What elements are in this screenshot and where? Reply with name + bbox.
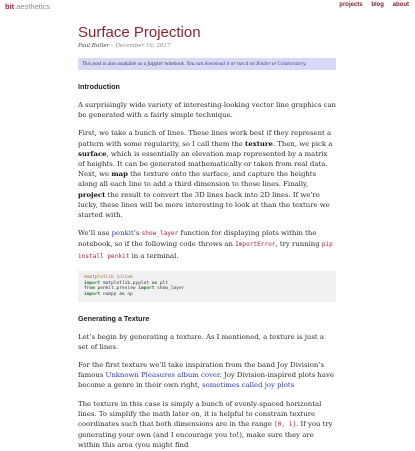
code-line-2-end: plt (157, 280, 169, 286)
p3-text-b: ’s (133, 229, 142, 238)
p3-text-e: in a terminal. (129, 251, 179, 260)
code-block (78, 271, 336, 302)
p2-text-b: . Then, we pick a (272, 139, 333, 148)
texture-paragraph-3 (78, 399, 336, 451)
code-kw-from: from (84, 286, 95, 292)
term-map: map (111, 170, 128, 179)
code-kw-import-1: import (84, 280, 101, 286)
p2-text-a: First, we take a bunch of lines. These lines work best if they represent a pattern with some regularity, so I call them the (78, 129, 332, 148)
p3-text-a: We’ll use (78, 229, 112, 238)
main-nav (332, 2, 409, 8)
term-surface: surface (78, 149, 107, 158)
p2-text-c: , which is essentially an elevation map represented by a matrix of heights. It can be generated mathematically or taken from real data. Next, we (78, 149, 328, 179)
p5-text-a: For the first texture we’ll take inspiration from the band Joy Division’s famous (78, 361, 325, 380)
term-project: project (78, 190, 106, 199)
author-name: Paul Butler (78, 43, 110, 49)
p5-text-b: . Joy Division-inspired plots have become a genre in their own right, (78, 371, 334, 390)
nav-projects[interactable]: projects (339, 2, 363, 8)
code-line-3: penkit.preview (94, 286, 139, 292)
site-brand[interactable] (5, 2, 50, 11)
code-line-4-end: np (124, 291, 133, 297)
brand-rest: aesthetics (14, 2, 51, 11)
p2-text-d: the texture onto the surface, and capture the heights along all each line to add a third dimension to those lines. Finally, (78, 170, 317, 189)
intro-paragraph-3 (78, 228, 336, 262)
nav-blog[interactable]: blog (371, 2, 384, 8)
code-line-2: matplotlib.pyplot (100, 280, 152, 286)
texture-paragraph-2 (78, 360, 336, 391)
top-bar (0, 0, 415, 14)
code-line-4: numpy (100, 291, 120, 297)
p6-text-a: The texture in this case is simply a bunch of evenly-spaced horizontal lines. To simplify the math later on, it is helpful to constrain texture coordinates such that both dimensions are in the range (78, 399, 322, 429)
code-line-3-end: show_layer (154, 286, 185, 292)
page-title: Surface Projection (78, 24, 201, 41)
penkit-link[interactable]: penkit (111, 229, 134, 238)
term-texture: texture (245, 139, 273, 148)
nav-about[interactable]: about (392, 2, 409, 8)
code-kw-as-2: as (119, 291, 125, 297)
article (78, 24, 336, 451)
code-kw-as-1: as (151, 280, 158, 286)
intro-paragraph-1: A surprisingly wide variety of interesting-looking vector line graphics can be generated with a fairly simple technique. (78, 101, 336, 120)
p2-text-e: the result to convert the 3D lines back into 2D lines. If we’re lucky, these lines will be more interesting to look at than the texture we started with. (78, 190, 330, 220)
notice-text-or: or (270, 61, 278, 66)
range-code: [0, 1] (274, 421, 297, 429)
album-cover-link[interactable]: Unknown Pleasures album cover (105, 371, 220, 380)
colab-link[interactable]: Colaboratory (277, 61, 305, 66)
intro-paragraph-2 (78, 128, 336, 220)
p3-text-c: function for displaying plots within the notebook, so if the following code throws an (78, 229, 317, 249)
p3-text-d: , try running (275, 240, 322, 249)
pip-install-code: pip install penkit (78, 241, 333, 260)
notice-text-mid: or run it on (229, 61, 257, 66)
download-link[interactable]: download it (204, 61, 230, 66)
code-line-1: %matplotlib inline (84, 274, 133, 280)
show-layer-code: show_layer (141, 230, 179, 238)
byline (78, 42, 336, 50)
texture-paragraph-1: Let’s begin by generating a texture. As I mentioned, a texture is just a set of lines. (78, 332, 324, 351)
brand-bit: bit (5, 2, 15, 11)
p6-text-b: . If you try generating your own (and I encourage you to!), make sure they are within this area (you might find (78, 420, 333, 450)
texture-heading: Generating a Texture (78, 313, 150, 323)
byline-separator: – (109, 43, 116, 49)
post-date: December 16, 2017 (115, 43, 171, 49)
binder-link[interactable]: Binder (256, 61, 271, 66)
notice-text-end: . (305, 61, 307, 66)
notebook-notice (78, 58, 336, 70)
notice-text-pre: This post is also available as a Jupyter notebook. You can (82, 61, 205, 66)
code-kw-import-2: import (138, 286, 155, 292)
code-kw-import-3: import (84, 291, 101, 297)
intro-heading: Introduction (78, 82, 120, 91)
joy-plots-link[interactable]: sometimes called joy plots (202, 381, 295, 390)
importerror-code: ImportError (235, 241, 276, 249)
